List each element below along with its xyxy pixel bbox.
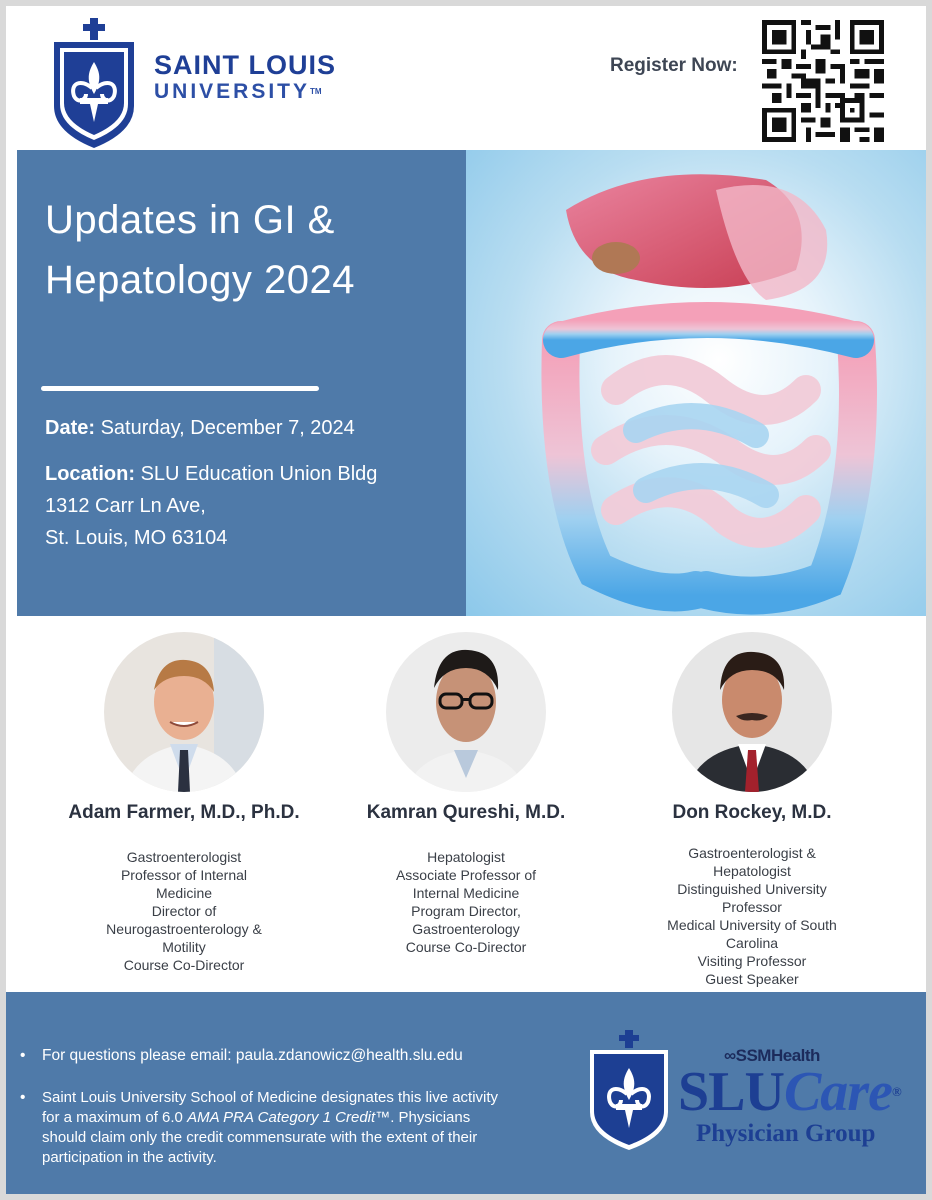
slucare-wordmark: SLUCare® [678, 1061, 901, 1123]
speaker-photo [104, 632, 264, 792]
university-name: SAINT LOUIS [154, 50, 337, 80]
speaker-photo [672, 632, 832, 792]
address-line-1: 1312 Carr Ln Ave, [45, 495, 206, 517]
speaker-titles: Gastroenterologist Professor of Internal Medicine Director of Neurogastroenterology & Motility Course Co-Director [106, 849, 262, 973]
speaker-card [602, 632, 902, 988]
university-sub: UNIVERSITY [154, 80, 311, 103]
register-label: Register Now: [610, 55, 738, 76]
speaker-name: Kamran Qureshi, M.D. [366, 802, 566, 823]
speaker-titles: Gastroenterologist & Hepatologist Distinguished University Professor Medical University of South Carolina Visiting Professor Guest Speaker [667, 845, 837, 987]
title-divider [41, 386, 319, 391]
address-line-2: St. Louis, MO 63104 [45, 527, 228, 549]
slucare-crest-icon [588, 1028, 670, 1152]
event-date: Date: Saturday, December 7, 2024 [45, 417, 355, 439]
digestive-system-illustration [466, 150, 926, 616]
qr-code-icon[interactable] [762, 20, 884, 142]
speaker-photo [386, 632, 546, 792]
flyer-page [6, 6, 926, 1194]
speaker-name: Don Rockey, M.D. [672, 802, 832, 823]
speaker-name: Adam Farmer, M.D., Ph.D. [68, 802, 300, 823]
footer-panel: • For questions please email: paula.zdanowicz@health.slu.edu • Saint Louis University School of Medicine designates this live activity for a maximum of 6.0 AMA PRA Category 1 Credit™. Physicians should claim only the credit commensurate with the extent of their participation in the activity. ∞SSMHealth SLUCare® Physician Group [6, 992, 926, 1194]
event-info-panel [17, 150, 466, 616]
contact-email-text[interactable]: For questions please email: paula.zdanowicz@health.slu.edu [42, 1047, 463, 1064]
physician-group-label: Physician Group [696, 1120, 876, 1147]
event-title: Updates in GI & Hepatology 2024 [45, 198, 355, 302]
speaker-card [316, 632, 616, 956]
slu-crest-icon [50, 14, 138, 150]
ssm-health-logo: ∞SSMHealth [724, 1046, 820, 1065]
credit-statement: Saint Louis University School of Medicine designates this live activity for a maximum of 6.0 AMA PRA Category 1 Credit™. Physicians should claim only the credit commensurate with the extent of their participation in the activity. [42, 1089, 499, 1166]
event-location: Location: SLU Education Union Bldg [45, 463, 378, 485]
speaker-card [34, 632, 334, 974]
trademark-mark: TM [310, 87, 322, 96]
event-details [45, 412, 465, 554]
university-wordmark [154, 50, 336, 104]
speaker-titles: Hepatologist Associate Professor of Internal Medicine Program Director, Gastroenterology Course Co-Director [395, 849, 537, 955]
